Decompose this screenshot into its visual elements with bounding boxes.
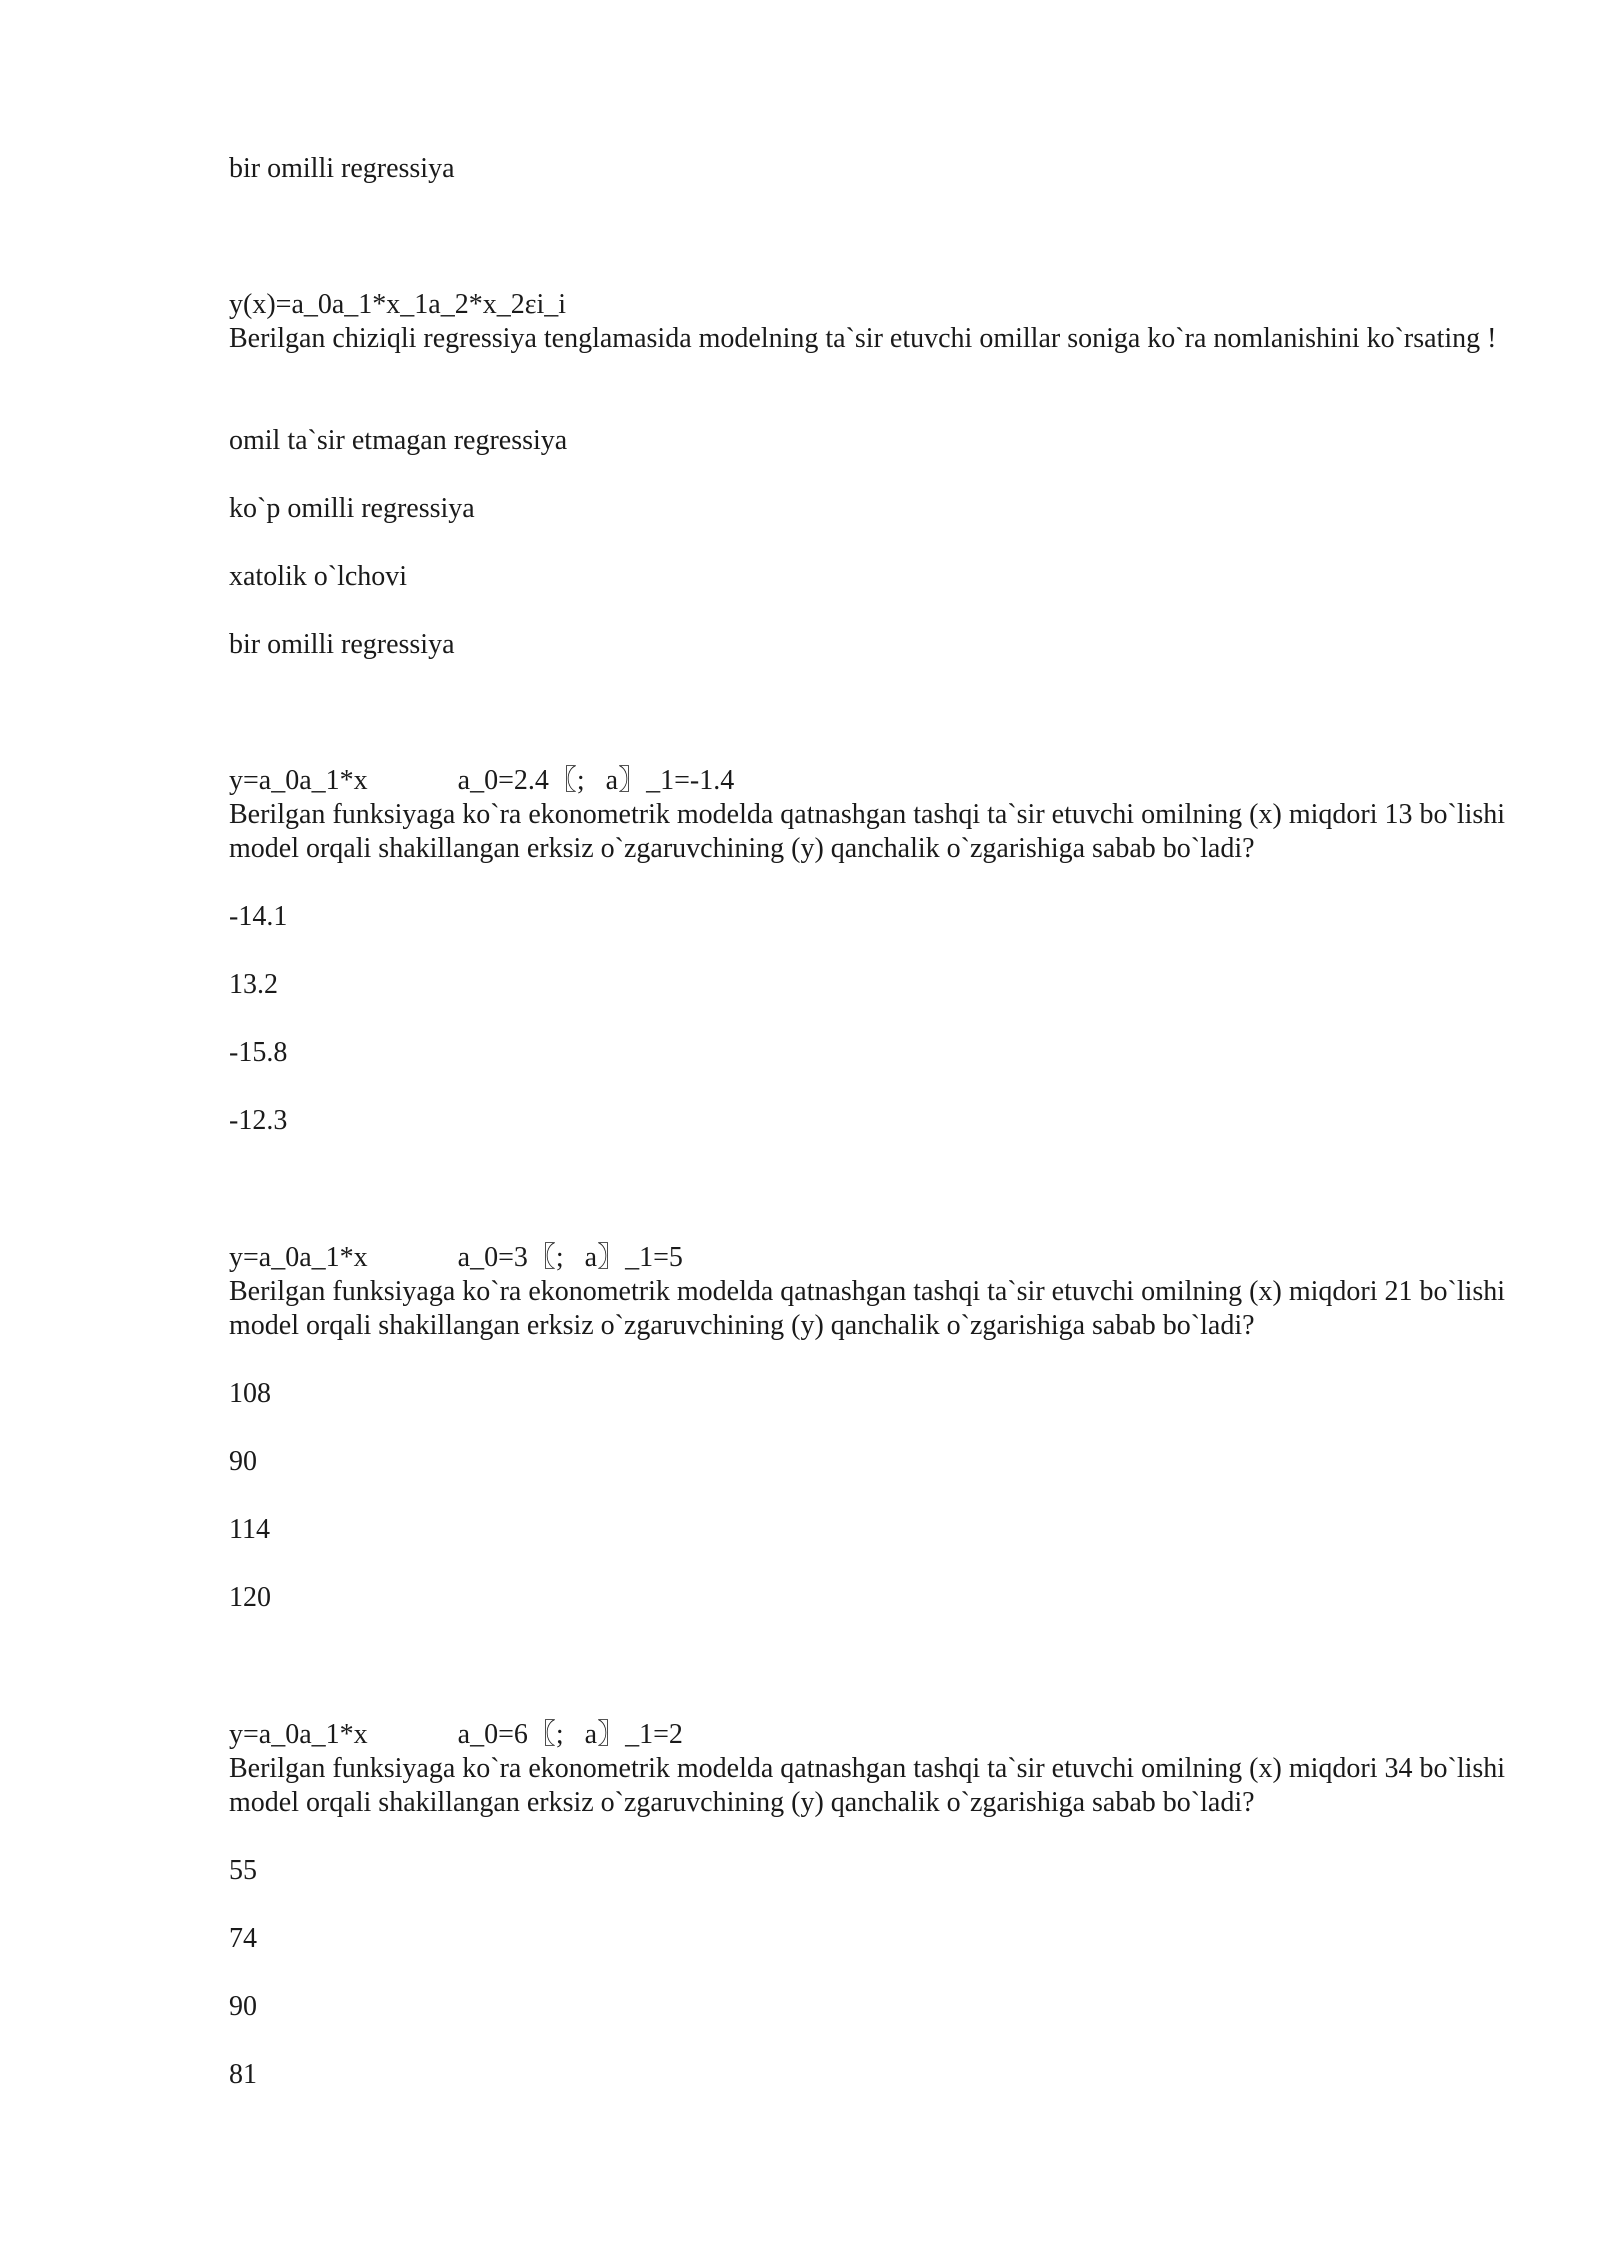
question-text: Berilgan funksiyaga ko`ra ekonometrik modelda qatnashgan tashqi ta`sir etuvchi omilning (x) miqdori 21 bo`lishi model orqali shakillangan erksiz o`zgaruvchining (y) qanchalik o`zgarishiga sabab bo`ladi? <box>229 1276 1506 1341</box>
answer-option: bir omilli regressiya <box>229 629 455 660</box>
question-formula: y=a_0a_1*x <box>229 1242 368 1273</box>
question-formula-line <box>229 764 734 798</box>
question-text: Berilgan funksiyaga ko`ra ekonometrik modelda qatnashgan tashqi ta`sir etuvchi omilning (x) miqdori 34 bo`lishi model orqali shakillangan erksiz o`zgaruvchining (y) qanchalik o`zgarishiga sabab bo`ladi? <box>229 1753 1506 1818</box>
answer-option: ko`p omilli regressiya <box>229 493 475 524</box>
question-formula: y=a_0a_1*x <box>229 765 368 796</box>
answer-option: 55 <box>229 1855 257 1886</box>
answer-option: 13.2 <box>229 969 278 1000</box>
question-text: Berilgan chiziqli regressiya tenglamasida modelning ta`sir etuvchi omillar soniga ko`ra nomlanishini ko`rsating ! <box>229 323 1497 354</box>
answer-option: bir omilli regressiya <box>229 153 455 184</box>
answer-option: -14.1 <box>229 901 288 932</box>
question-formula-line <box>229 1241 683 1275</box>
question-coefficients: a_0=6〖; a〗_1=2 <box>457 1719 683 1750</box>
answer-option: -15.8 <box>229 1037 288 1068</box>
question-text: Berilgan funksiyaga ko`ra ekonometrik modelda qatnashgan tashqi ta`sir etuvchi omilning (x) miqdori 13 bo`lishi model orqali shakillangan erksiz o`zgaruvchining (y) qanchalik o`zgarishiga sabab bo`ladi? <box>229 799 1506 864</box>
question-coefficients: a_0=2.4〖; a〗_1=-1.4 <box>457 765 735 796</box>
answer-option: -12.3 <box>229 1105 288 1136</box>
answer-option: 114 <box>229 1514 270 1545</box>
answer-option: xatolik o`lchovi <box>229 561 408 592</box>
question-formula: y(x)=a_0a_1*x_1a_2*x_2εi_i <box>229 289 567 320</box>
answer-option: 90 <box>229 1991 257 2022</box>
answer-option: 108 <box>229 1378 271 1409</box>
question-coefficients: a_0=3〖; a〗_1=5 <box>457 1242 683 1273</box>
answer-option: 90 <box>229 1446 257 1477</box>
answer-option: 81 <box>229 2059 257 2090</box>
answer-option: omil ta`sir etmagan regressiya <box>229 425 568 456</box>
question-formula-line <box>229 1718 683 1752</box>
answer-option: 120 <box>229 1582 271 1613</box>
question-formula: y=a_0a_1*x <box>229 1719 368 1750</box>
answer-option: 74 <box>229 1923 257 1954</box>
